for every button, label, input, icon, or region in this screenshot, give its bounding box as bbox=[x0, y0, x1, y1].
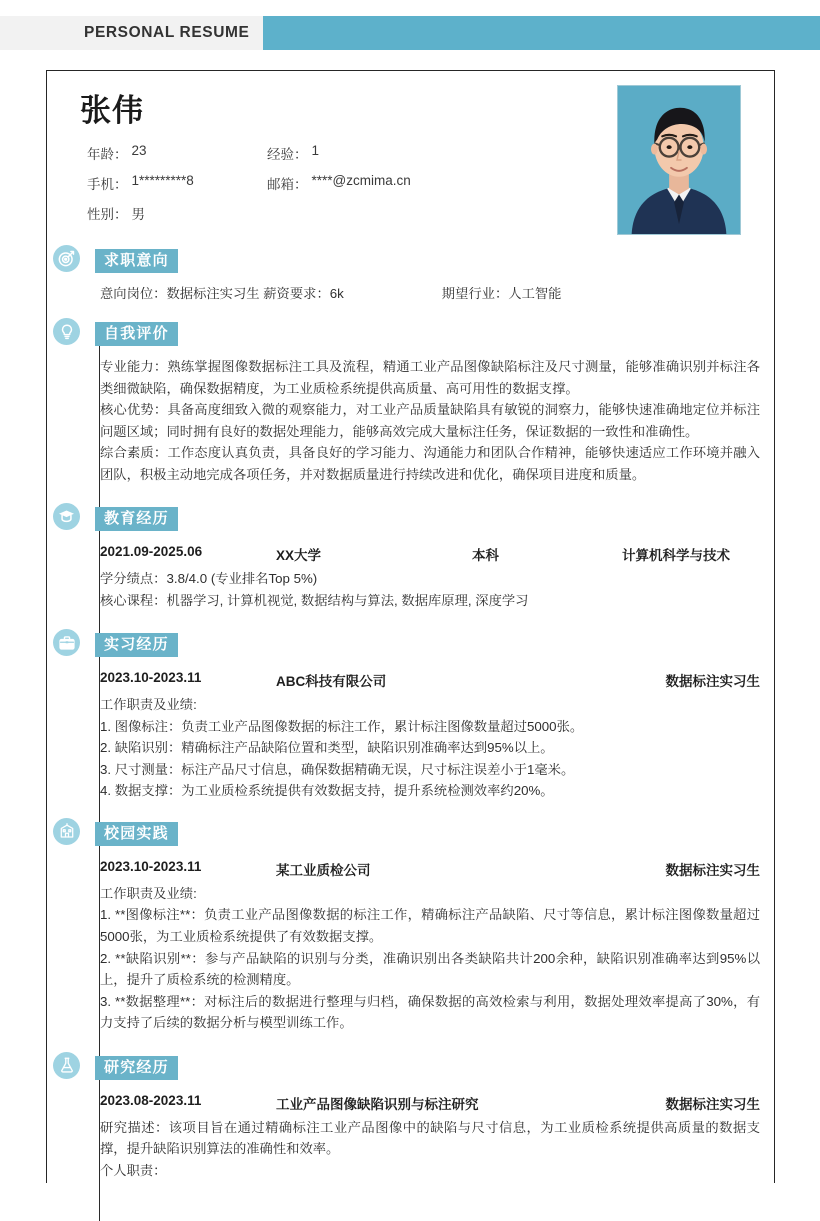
info-field-email bbox=[267, 173, 411, 193]
info-field-phone bbox=[87, 173, 267, 193]
campus-item: 1. **图像标注**：负责工业产品图像数据的标注工作，精确标注产品缺陷、尺寸等信息，累计标注图像数量超过5000张，为工业质检系统提供了有效数据支撑。 bbox=[100, 907, 760, 944]
section-body bbox=[63, 1084, 774, 1182]
education-major: 计算机科学与技术 bbox=[622, 548, 730, 564]
intent-position-salary: 意向岗位：数据标注实习生 薪资要求：6k bbox=[100, 286, 344, 301]
internship-item: 2. 缺陷识别：精确标注产品缺陷位置和类型，缺陷识别准确率达到95%以上。 bbox=[100, 740, 554, 756]
section-body bbox=[63, 535, 774, 611]
section-header bbox=[63, 1052, 774, 1084]
research-date: 2023.08-2023.11 bbox=[100, 1092, 202, 1108]
info-label: 手机： bbox=[87, 177, 128, 192]
education-entry-head bbox=[100, 544, 760, 564]
education-school: XX大学 bbox=[276, 548, 322, 564]
education-gpa: 学分绩点：3.8/4.0 (专业排名Top 5%) bbox=[100, 571, 318, 587]
section-header bbox=[63, 503, 774, 535]
section-title: 自我评价 bbox=[95, 322, 178, 346]
section-header bbox=[63, 318, 774, 350]
internship-company: ABC科技有限公司 bbox=[276, 674, 387, 690]
info-label: 经验： bbox=[267, 147, 308, 162]
section-body bbox=[63, 850, 774, 1034]
section-header bbox=[63, 245, 774, 277]
section-job-intent bbox=[63, 245, 774, 302]
internship-item: 1. 图像标注：负责工业产品图像数据的标注工作，累计标注图像数量超过5000张。 bbox=[100, 718, 584, 734]
internship-item: 4. 数据支撑：为工业质检系统提供有效数据支持，提升系统检测效率约20%。 bbox=[100, 783, 554, 799]
briefcase-icon bbox=[53, 629, 80, 656]
self-eval-paragraph: 综合素质：工作态度认真负责，具备良好的学习能力、沟通能力和团队合作精神，能够快速适应工作环境并融入团队，积极主动地完成各项任务，并对数据质量进行持续改进和优化，确保项目进度和质量。 bbox=[100, 445, 760, 482]
internship-entry-head bbox=[100, 670, 760, 690]
research-entry-head bbox=[100, 1093, 760, 1113]
lightbulb-icon bbox=[53, 318, 80, 345]
research-role: 数据标注实习生 bbox=[665, 1096, 760, 1112]
info-value: 男 bbox=[131, 207, 145, 222]
section-title: 校园实践 bbox=[95, 822, 178, 846]
section-body bbox=[63, 277, 774, 302]
internship-subtitle: 工作职责及业绩: bbox=[100, 697, 197, 713]
section-body bbox=[63, 661, 774, 802]
profile-photo bbox=[617, 85, 741, 235]
info-row bbox=[87, 143, 607, 163]
section-internship bbox=[63, 629, 774, 802]
info-row bbox=[87, 203, 607, 223]
section-header bbox=[63, 818, 774, 850]
profile-info-grid bbox=[87, 143, 607, 233]
education-date: 2021.09-2025.06 bbox=[100, 544, 203, 560]
info-field-experience bbox=[267, 143, 319, 163]
section-campus-practice bbox=[63, 818, 774, 1034]
page-title: PERSONAL RESUME bbox=[84, 24, 250, 41]
info-field-gender bbox=[87, 203, 267, 223]
info-label: 邮箱： bbox=[267, 177, 308, 192]
campus-subtitle: 工作职责及业绩: bbox=[100, 885, 197, 901]
flask-icon bbox=[53, 1052, 80, 1079]
campus-date: 2023.10-2023.11 bbox=[100, 858, 202, 874]
research-project: 工业产品图像缺陷识别与标注研究 bbox=[276, 1096, 479, 1112]
campus-item: 2. **缺陷识别**：参与产品缺陷的识别与分类，准确识别出各类缺陷共计200余种，缺陷识别准确率达到95%以上，提升了质检系统的检测精度。 bbox=[100, 950, 760, 988]
section-header bbox=[63, 629, 774, 661]
campus-item: 3. **数据整理**：对标注后的数据进行整理与归档，确保数据的高效检索与利用，数据处理效率提高了30%，有力支持了后续的数据分析与模型训练工作。 bbox=[100, 993, 760, 1031]
section-title: 教育经历 bbox=[95, 507, 178, 531]
intent-industry: 期望行业：人工智能 bbox=[441, 286, 562, 301]
research-duty-label: 个人职责： bbox=[100, 1162, 167, 1178]
school-building-icon bbox=[53, 818, 80, 845]
campus-company: 某工业质检公司 bbox=[276, 862, 371, 878]
target-icon bbox=[53, 245, 80, 272]
section-research bbox=[63, 1052, 774, 1182]
internship-item: 3. 尺寸测量：标注产品尺寸信息，确保数据精确无误，尺寸标注误差小于1毫米。 bbox=[100, 761, 575, 777]
info-label: 性别： bbox=[87, 207, 128, 222]
portrait-illustration bbox=[618, 86, 740, 234]
info-row bbox=[87, 173, 607, 193]
section-title: 实习经历 bbox=[95, 633, 178, 657]
section-education bbox=[63, 503, 774, 611]
research-description: 研究描述：该项目旨在通过精确标注工业产品图像中的缺陷与尺寸信息，为工业质检系统提供高质量的数据支撑，提升缺陷识别算法的准确性和效率。 bbox=[100, 1119, 760, 1157]
resume-card bbox=[46, 70, 775, 1183]
education-courses: 核心课程：机器学习, 计算机视觉, 数据结构与算法, 数据库原理, 深度学习 bbox=[100, 592, 529, 608]
info-value: 23 bbox=[131, 143, 147, 158]
self-eval-paragraph: 专业能力：熟练掌握图像数据标注工具及流程，精通工业产品图像缺陷标注及尺寸测量，能够准确识别并标注各类细微缺陷，确保数据精度，为工业质检系统提供高质量、高可用性的数据支撑。 bbox=[100, 359, 760, 396]
graduation-cap-icon bbox=[53, 503, 80, 530]
self-eval-paragraph: 核心优势：具备高度细致入微的观察能力，对工业产品质量缺陷具有敏锐的洞察力，能够快速准确地定位并标注问题区域；同时拥有良好的数据处理能力，能够高效完成大量标注任务，保证数据的一致性和准确性。 bbox=[100, 402, 760, 439]
info-value: 1*********8 bbox=[131, 173, 194, 188]
intent-row bbox=[100, 283, 760, 302]
section-title: 求职意向 bbox=[95, 249, 178, 273]
section-body bbox=[63, 350, 774, 485]
profile-header bbox=[47, 71, 774, 235]
info-value: ****@zcmima.cn bbox=[311, 173, 411, 188]
info-value: 1 bbox=[311, 143, 320, 158]
campus-role: 数据标注实习生 bbox=[665, 862, 760, 878]
info-label: 年龄： bbox=[87, 147, 128, 162]
section-title: 研究经历 bbox=[95, 1056, 178, 1080]
education-degree: 本科 bbox=[472, 548, 499, 564]
info-field-age bbox=[87, 143, 267, 163]
banner-title-tab bbox=[62, 16, 263, 50]
candidate-name: 张伟 bbox=[80, 93, 144, 128]
campus-entry-head bbox=[100, 859, 760, 879]
sections-container bbox=[47, 235, 774, 1181]
internship-role: 数据标注实习生 bbox=[665, 674, 760, 690]
section-self-evaluation bbox=[63, 318, 774, 485]
internship-date: 2023.10-2023.11 bbox=[100, 670, 202, 686]
